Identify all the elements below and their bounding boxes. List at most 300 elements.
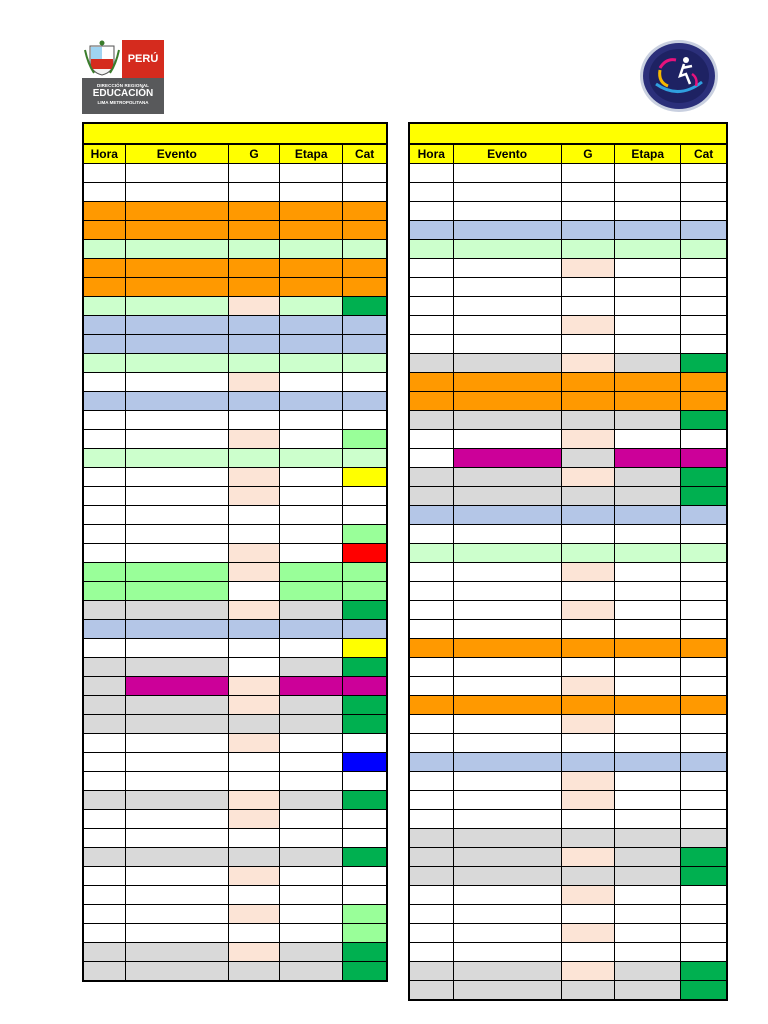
cell-g xyxy=(561,829,615,848)
col-header-g: G xyxy=(228,144,279,164)
cell-hora xyxy=(83,924,125,943)
col-header-evento: Evento xyxy=(453,144,561,164)
cell-hora xyxy=(83,183,125,202)
cell-cat xyxy=(343,525,387,544)
cell-hora xyxy=(83,563,125,582)
cell-cat xyxy=(681,525,727,544)
cell-etapa xyxy=(615,164,681,183)
cell-hora xyxy=(83,886,125,905)
cell-cat xyxy=(681,487,727,506)
cell-hora xyxy=(409,240,453,259)
cell-g xyxy=(228,430,279,449)
cell-cat xyxy=(681,696,727,715)
cell-g xyxy=(561,772,615,791)
cell-g xyxy=(561,810,615,829)
table-row xyxy=(83,259,387,278)
table-row xyxy=(83,354,387,373)
cell-g xyxy=(561,696,615,715)
cell-cat xyxy=(343,620,387,639)
cell-g xyxy=(228,240,279,259)
cell-hora xyxy=(409,962,453,981)
cell-cat xyxy=(343,886,387,905)
cell-g xyxy=(561,164,615,183)
table-row xyxy=(83,487,387,506)
cell-g xyxy=(561,430,615,449)
cell-hora xyxy=(409,905,453,924)
cell-g xyxy=(561,715,615,734)
cell-evento xyxy=(125,658,228,677)
cell-etapa xyxy=(615,810,681,829)
cell-cat xyxy=(343,183,387,202)
cell-cat xyxy=(343,848,387,867)
cell-cat xyxy=(343,468,387,487)
table-row xyxy=(409,582,727,601)
cell-etapa xyxy=(615,848,681,867)
cell-hora xyxy=(83,506,125,525)
cell-hora xyxy=(409,392,453,411)
cell-hora xyxy=(409,373,453,392)
cell-g xyxy=(561,411,615,430)
table-row xyxy=(83,164,387,183)
cell-etapa xyxy=(615,962,681,981)
cell-etapa xyxy=(280,924,343,943)
cell-evento xyxy=(453,449,561,468)
cell-g xyxy=(228,164,279,183)
cell-cat xyxy=(343,164,387,183)
cell-etapa xyxy=(280,354,343,373)
cell-hora xyxy=(409,677,453,696)
cell-cat xyxy=(681,715,727,734)
table-row xyxy=(83,506,387,525)
cell-evento xyxy=(453,354,561,373)
cell-g xyxy=(561,335,615,354)
cell-etapa xyxy=(280,810,343,829)
cell-cat xyxy=(343,240,387,259)
table-row xyxy=(83,924,387,943)
table-row xyxy=(409,924,727,943)
cell-cat xyxy=(343,335,387,354)
cell-etapa xyxy=(280,753,343,772)
cell-cat xyxy=(681,905,727,924)
cell-hora xyxy=(83,848,125,867)
table-row xyxy=(409,658,727,677)
cell-g xyxy=(228,582,279,601)
cell-g xyxy=(228,791,279,810)
cell-etapa xyxy=(615,392,681,411)
cell-g xyxy=(561,867,615,886)
cell-cat xyxy=(343,411,387,430)
cell-evento xyxy=(125,544,228,563)
cell-g xyxy=(228,525,279,544)
cell-g xyxy=(228,715,279,734)
cell-cat xyxy=(681,582,727,601)
cell-hora xyxy=(409,354,453,373)
cell-cat xyxy=(343,259,387,278)
table-row xyxy=(409,297,727,316)
cell-g xyxy=(561,449,615,468)
cell-hora xyxy=(409,924,453,943)
table-row xyxy=(83,297,387,316)
cell-cat xyxy=(343,316,387,335)
cell-hora xyxy=(409,183,453,202)
cell-etapa xyxy=(615,715,681,734)
cell-hora xyxy=(83,639,125,658)
table-row xyxy=(409,962,727,981)
cell-hora xyxy=(83,544,125,563)
cell-etapa xyxy=(615,430,681,449)
cell-g xyxy=(561,297,615,316)
cell-hora xyxy=(83,278,125,297)
cell-hora xyxy=(83,411,125,430)
cell-hora xyxy=(409,696,453,715)
cell-etapa xyxy=(615,905,681,924)
cell-cat xyxy=(681,810,727,829)
schedule-table-left xyxy=(82,122,388,982)
cell-etapa xyxy=(615,221,681,240)
cell-evento xyxy=(125,886,228,905)
cell-etapa xyxy=(280,316,343,335)
cell-etapa xyxy=(280,183,343,202)
table-row xyxy=(83,867,387,886)
table-row xyxy=(409,278,727,297)
table-row xyxy=(83,601,387,620)
header-row xyxy=(83,144,387,164)
table-row xyxy=(83,563,387,582)
cell-cat xyxy=(681,658,727,677)
cell-cat xyxy=(681,164,727,183)
cell-etapa xyxy=(280,829,343,848)
cell-g xyxy=(228,297,279,316)
cell-evento xyxy=(125,411,228,430)
cell-evento xyxy=(125,164,228,183)
cell-g xyxy=(228,772,279,791)
cell-g xyxy=(228,316,279,335)
cell-hora xyxy=(83,240,125,259)
table-row xyxy=(83,468,387,487)
cell-cat xyxy=(343,487,387,506)
cell-cat xyxy=(343,867,387,886)
cell-g xyxy=(228,487,279,506)
table-row xyxy=(409,791,727,810)
cell-g xyxy=(561,354,615,373)
cell-g xyxy=(228,468,279,487)
cell-g xyxy=(228,753,279,772)
cell-evento xyxy=(125,810,228,829)
cell-cat xyxy=(681,639,727,658)
cell-evento xyxy=(125,620,228,639)
cell-g xyxy=(561,791,615,810)
cell-etapa xyxy=(615,829,681,848)
cell-etapa xyxy=(615,886,681,905)
cell-cat xyxy=(681,734,727,753)
cell-hora xyxy=(409,753,453,772)
cell-etapa xyxy=(280,620,343,639)
cell-g xyxy=(561,886,615,905)
cell-cat xyxy=(343,715,387,734)
cell-etapa xyxy=(615,525,681,544)
cell-evento xyxy=(453,297,561,316)
cell-cat xyxy=(343,449,387,468)
table-row xyxy=(83,943,387,962)
table-row xyxy=(409,525,727,544)
cell-evento xyxy=(125,791,228,810)
cell-hora xyxy=(83,468,125,487)
cell-cat xyxy=(681,981,727,1001)
cell-evento xyxy=(453,810,561,829)
cell-evento xyxy=(453,411,561,430)
cell-cat xyxy=(343,544,387,563)
cell-evento xyxy=(125,848,228,867)
cell-evento xyxy=(125,202,228,221)
cell-hora xyxy=(409,202,453,221)
cell-g xyxy=(561,392,615,411)
cell-cat xyxy=(681,544,727,563)
cell-g xyxy=(561,848,615,867)
cell-g xyxy=(228,905,279,924)
cell-cat xyxy=(681,848,727,867)
cell-hora xyxy=(83,449,125,468)
cell-etapa xyxy=(280,772,343,791)
cell-evento xyxy=(453,696,561,715)
cell-evento xyxy=(125,278,228,297)
col-header-cat: Cat xyxy=(343,144,387,164)
table-row xyxy=(83,886,387,905)
coat-of-arms-icon xyxy=(82,40,122,78)
cell-etapa xyxy=(280,468,343,487)
table-row xyxy=(409,943,727,962)
cell-cat xyxy=(681,202,727,221)
cell-hora xyxy=(83,715,125,734)
cell-etapa xyxy=(280,278,343,297)
cell-g xyxy=(228,506,279,525)
table-row xyxy=(409,164,727,183)
cell-evento xyxy=(125,354,228,373)
cell-etapa xyxy=(615,620,681,639)
cell-etapa xyxy=(280,582,343,601)
cell-evento xyxy=(125,240,228,259)
table-row xyxy=(83,183,387,202)
cell-etapa xyxy=(615,639,681,658)
table-row xyxy=(83,620,387,639)
cell-etapa xyxy=(280,848,343,867)
cell-hora xyxy=(409,297,453,316)
cell-evento xyxy=(453,829,561,848)
cell-etapa xyxy=(615,297,681,316)
cell-evento xyxy=(453,886,561,905)
cell-evento xyxy=(453,335,561,354)
cell-etapa xyxy=(615,202,681,221)
cell-cat xyxy=(343,563,387,582)
cell-hora xyxy=(409,715,453,734)
cell-evento xyxy=(125,373,228,392)
cell-etapa xyxy=(280,734,343,753)
cell-cat xyxy=(343,373,387,392)
table-row xyxy=(409,563,727,582)
cell-hora xyxy=(409,620,453,639)
cell-evento xyxy=(125,563,228,582)
cell-hora xyxy=(409,810,453,829)
table-row xyxy=(409,810,727,829)
table-row xyxy=(409,620,727,639)
table-row xyxy=(83,791,387,810)
cell-evento xyxy=(125,829,228,848)
cell-evento xyxy=(453,677,561,696)
table-row xyxy=(409,240,727,259)
cell-evento xyxy=(453,430,561,449)
cell-etapa xyxy=(280,544,343,563)
cell-hora xyxy=(409,563,453,582)
table-banner xyxy=(83,123,387,144)
table-row xyxy=(409,335,727,354)
cell-g xyxy=(561,981,615,1001)
cell-evento xyxy=(125,867,228,886)
table-row xyxy=(83,335,387,354)
table-row xyxy=(83,430,387,449)
table-row xyxy=(409,544,727,563)
cell-cat xyxy=(343,753,387,772)
cell-cat xyxy=(681,601,727,620)
cell-etapa xyxy=(615,373,681,392)
cell-cat xyxy=(681,373,727,392)
cell-etapa xyxy=(615,696,681,715)
cell-evento xyxy=(125,639,228,658)
cell-cat xyxy=(681,316,727,335)
cell-hora xyxy=(83,867,125,886)
cell-etapa xyxy=(280,905,343,924)
table-row xyxy=(83,582,387,601)
header-row xyxy=(409,144,727,164)
cell-etapa xyxy=(615,183,681,202)
table-row xyxy=(409,354,727,373)
cell-etapa xyxy=(280,639,343,658)
cell-evento xyxy=(125,905,228,924)
cell-hora xyxy=(83,221,125,240)
table-row xyxy=(409,487,727,506)
cell-cat xyxy=(681,924,727,943)
cell-cat xyxy=(343,829,387,848)
cell-cat xyxy=(343,278,387,297)
cell-hora xyxy=(83,601,125,620)
cell-cat xyxy=(343,430,387,449)
cell-hora xyxy=(409,582,453,601)
cell-hora xyxy=(409,848,453,867)
table-row xyxy=(83,240,387,259)
table-row xyxy=(409,829,727,848)
cell-g xyxy=(228,962,279,982)
cell-etapa xyxy=(615,354,681,373)
cell-hora xyxy=(409,430,453,449)
cell-evento xyxy=(453,962,561,981)
cell-evento xyxy=(453,373,561,392)
table-row xyxy=(409,430,727,449)
cell-etapa xyxy=(615,867,681,886)
country-label: PERÚ xyxy=(122,40,164,78)
cell-g xyxy=(228,810,279,829)
table-row xyxy=(409,183,727,202)
cell-evento xyxy=(125,525,228,544)
cell-etapa xyxy=(280,221,343,240)
cell-hora xyxy=(83,772,125,791)
cell-cat xyxy=(681,677,727,696)
cell-evento xyxy=(125,753,228,772)
cell-cat xyxy=(681,829,727,848)
cell-g xyxy=(228,373,279,392)
cell-evento xyxy=(125,506,228,525)
cell-etapa xyxy=(280,601,343,620)
cell-hora xyxy=(409,867,453,886)
cell-evento xyxy=(125,259,228,278)
table-row xyxy=(409,202,727,221)
cell-evento xyxy=(453,772,561,791)
table-row xyxy=(83,696,387,715)
col-header-hora: Hora xyxy=(409,144,453,164)
cell-hora xyxy=(83,392,125,411)
cell-g xyxy=(561,962,615,981)
cell-etapa xyxy=(280,867,343,886)
cell-evento xyxy=(125,715,228,734)
cell-cat xyxy=(681,392,727,411)
games-emblem-icon xyxy=(638,38,720,114)
cell-g xyxy=(561,544,615,563)
cell-cat xyxy=(343,677,387,696)
cell-evento xyxy=(125,392,228,411)
table-row xyxy=(83,734,387,753)
cell-g xyxy=(228,411,279,430)
cell-g xyxy=(228,601,279,620)
cell-g xyxy=(228,886,279,905)
cell-evento xyxy=(125,924,228,943)
cell-evento xyxy=(125,297,228,316)
cell-evento xyxy=(453,221,561,240)
cell-g xyxy=(561,620,615,639)
cell-etapa xyxy=(615,468,681,487)
cell-evento xyxy=(125,430,228,449)
cell-evento xyxy=(453,202,561,221)
cell-etapa xyxy=(280,373,343,392)
table-banner xyxy=(409,123,727,144)
cell-cat xyxy=(681,886,727,905)
cell-cat xyxy=(343,221,387,240)
cell-cat xyxy=(343,582,387,601)
cell-cat xyxy=(681,468,727,487)
cell-g xyxy=(228,924,279,943)
cell-g xyxy=(228,696,279,715)
cell-etapa xyxy=(280,202,343,221)
cell-etapa xyxy=(280,962,343,982)
cell-g xyxy=(561,639,615,658)
cell-etapa xyxy=(280,658,343,677)
cell-etapa xyxy=(615,753,681,772)
cell-hora xyxy=(83,297,125,316)
cell-cat xyxy=(681,506,727,525)
table-row xyxy=(83,848,387,867)
cell-evento xyxy=(453,905,561,924)
table-row xyxy=(409,468,727,487)
cell-g xyxy=(561,582,615,601)
cell-g xyxy=(561,753,615,772)
cell-g xyxy=(228,392,279,411)
table-row xyxy=(409,753,727,772)
cell-cat xyxy=(681,791,727,810)
table-row xyxy=(83,677,387,696)
cell-hora xyxy=(83,791,125,810)
cell-evento xyxy=(453,582,561,601)
cell-evento xyxy=(453,867,561,886)
cell-etapa xyxy=(280,392,343,411)
cell-etapa xyxy=(280,677,343,696)
cell-g xyxy=(228,848,279,867)
cell-cat xyxy=(681,867,727,886)
